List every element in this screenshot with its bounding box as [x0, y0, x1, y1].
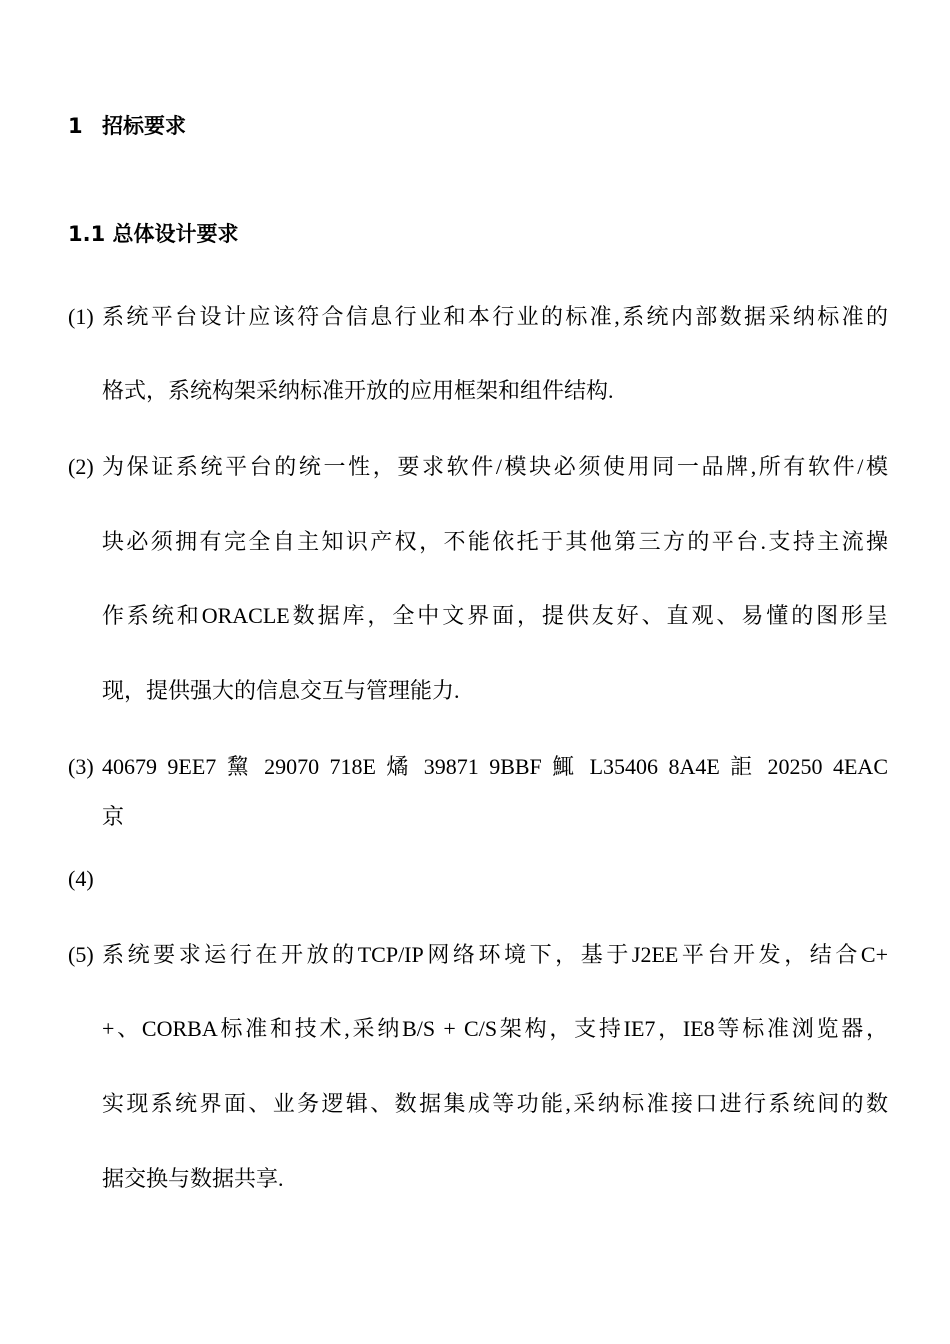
paragraph-line: 格式，系统构架采纳标准开放的应用框架和组件结构.: [102, 378, 614, 403]
list-marker: (4): [68, 866, 94, 891]
paragraph-line: 系统平台设计应该符合信息行业和本行业的标准,系统内部数据采纳标准的: [102, 304, 888, 329]
paragraph-line: 现，提供强大的信息交互与管理能力.: [102, 678, 460, 703]
list-marker: (2): [68, 454, 94, 479]
paragraph-line: 实现系统界面、业务逻辑、数据集成等功能,采纳标准接口进行系统间的数: [102, 1091, 888, 1116]
paragraph-line: 为保证系统平台的统一性，要求软件/模块必须使用同一品牌,所有软件/模: [102, 454, 888, 479]
paragraph-line: 40679 9EE7 黧 29070 718E 燏 39871 9BBF 鮿 L35406 8A4E 詎 20250 4EAC: [102, 754, 888, 779]
list-marker: (3): [68, 754, 94, 779]
list-marker: (5): [68, 942, 94, 967]
paragraph-line: 据交换与数据共享.: [102, 1166, 284, 1191]
section-title: 招标要求: [102, 114, 186, 138]
paragraph-line: 系统要求运行在开放的TCP/IP网络环境下，基于J2EE平台开发，结合C+: [102, 942, 888, 967]
paragraph-line: +、CORBA标准和技术,采纳B/S + C/S架构，支持IE7，IE8等标准浏览器，: [102, 1016, 888, 1041]
paragraph-line: 作系统和ORACLE数据库，全中文界面，提供友好、直观、易懂的图形呈: [102, 603, 888, 628]
paragraph-line: 块必须拥有完全自主知识产权，不能依托于其他第三方的平台.支持主流操: [102, 529, 888, 554]
section-number: 1: [68, 114, 83, 138]
paragraph-line: 京: [102, 804, 125, 829]
section-heading: [68, 111, 186, 141]
list-marker: (1): [68, 304, 94, 329]
subsection-heading: 1.1 总体设计要求: [68, 222, 239, 246]
